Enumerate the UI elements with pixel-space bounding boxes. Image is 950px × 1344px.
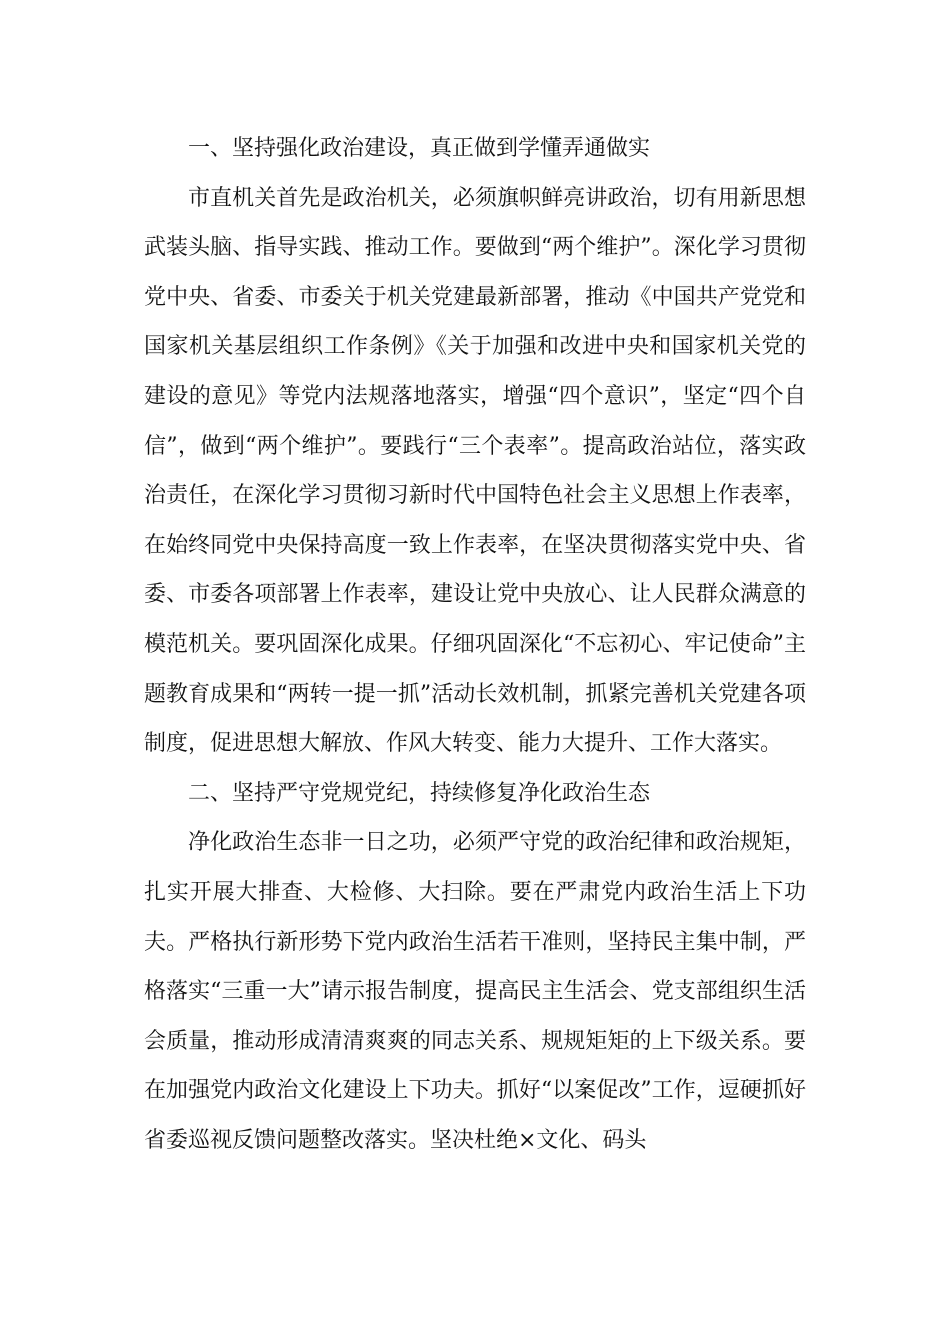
section-heading-2: 二、坚持严守党规党纪，持续修复净化政治生态: [188, 780, 651, 806]
section-heading-1: 一、坚持强化政治建设，真正做到学懂弄通做实: [188, 136, 651, 161]
body-paragraph-2: 净化政治生态非一日之功，必须严守党的政治纪律和政治规矩，扎实开展大排查、大检修、大扫除。要在严肃党内政治生活上下功夫。严格执行新形势下党内政治生活若干准则，坚持民主集中制，严格落实“三重一大”请示报告制度，提高民主生活会、党支部组织生活会质量，推动形成清清爽爽的同志关系、规规矩矩的上下级关系。要在加强党内政治文化建设上下功夫。抓好“以案促改”工作，逗硬抓好省委巡视反馈问题整改落实。坚决杜绝×文化、码头: [144, 830, 806, 1153]
body-paragraph-1: 市直机关首先是政治机关，必须旗帜鲜亮讲政治，切有用新思想武装头脑、指导实践、推动工作。要做到“两个维护”。深化学习贯彻党中央、省委、市委关于机关党建最新部署，推动《中国共产党党和国家机关基层组织工作条例》《关于加强和改进中央和国家机关党的建设的意见》等党内法规落地落实，增强“四个意识”，坚定“四个自信”，做到“两个维护”。要践行“三个表率”。提高政治站位，落实政治责任，在深化学习贯彻习新时代中国特色社会主义思想上作表率，在始终同党中央保持高度一致上作表率，在坚决贯彻落实党中央、省委、市委各项部署上作表率，建设让党中央放心、让人民群众满意的模范机关。要巩固深化成果。仔细巩固深化“不忘初心、牢记使命”主题教育成果和“两转一提一抓”活动长效机制，抓紧完善机关党建各项制度，促进思想大解放、作风大转变、能力大提升、工作大落实。: [144, 185, 806, 757]
document-body: [144, 124, 806, 1165]
